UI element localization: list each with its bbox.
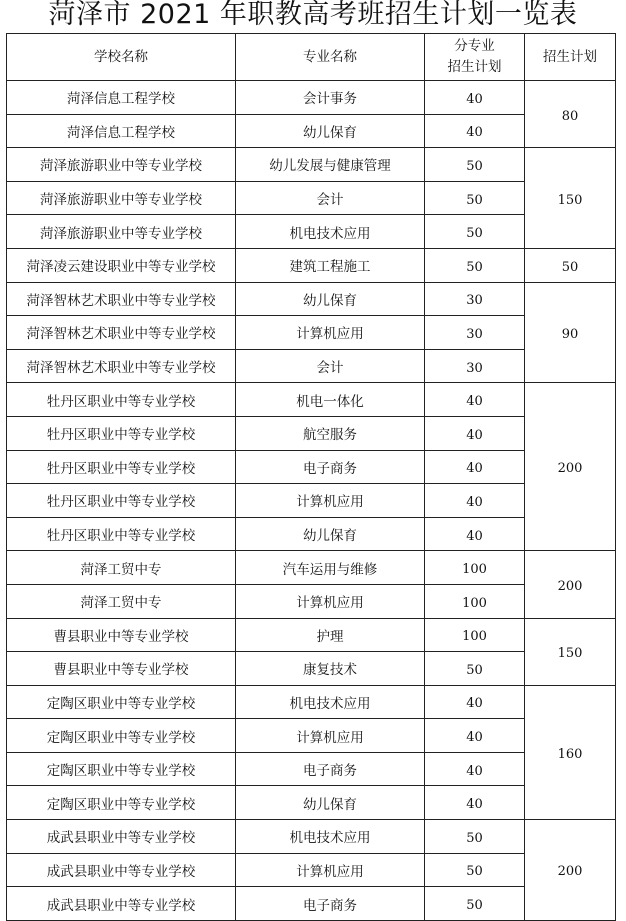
table-row	[7, 450, 616, 484]
major-name-cell: 计算机应用	[236, 584, 425, 618]
table-row	[7, 719, 616, 753]
header-total-plan: 招生计划	[525, 34, 616, 81]
school-name-cell: 成武县职业中等专业学校	[7, 887, 236, 921]
table-row	[7, 584, 616, 618]
table-row	[7, 685, 616, 719]
table-row	[7, 282, 616, 316]
header-major: 专业名称	[236, 34, 425, 81]
school-name-cell: 菏泽旅游职业中等专业学校	[7, 148, 236, 182]
table-row	[7, 349, 616, 383]
table-body	[7, 81, 616, 921]
header-major-plan	[425, 34, 525, 81]
table-row	[7, 551, 616, 585]
total-plan-cell: 50	[525, 248, 616, 282]
table-row	[7, 517, 616, 551]
major-plan-cell: 40	[425, 114, 525, 148]
total-plan-cell: 200	[525, 383, 616, 551]
school-name-cell: 菏泽信息工程学校	[7, 81, 236, 115]
major-name-cell: 护理	[236, 618, 425, 652]
major-name-cell: 机电技术应用	[236, 215, 425, 249]
school-name-cell: 菏泽信息工程学校	[7, 114, 236, 148]
total-plan-cell: 160	[525, 685, 616, 819]
enrollment-table	[6, 33, 616, 921]
school-name-cell: 定陶区职业中等专业学校	[7, 719, 236, 753]
major-name-cell: 会计	[236, 181, 425, 215]
major-plan-cell: 40	[425, 517, 525, 551]
table-row	[7, 853, 616, 887]
table-row	[7, 248, 616, 282]
school-name-cell: 菏泽工贸中专	[7, 551, 236, 585]
total-plan-cell: 200	[525, 551, 616, 618]
page-title: 菏泽市 2021 年职教高考班招生计划一览表	[48, 0, 578, 30]
total-plan-cell: 200	[525, 820, 616, 921]
major-plan-cell: 40	[425, 416, 525, 450]
table-row	[7, 786, 616, 820]
table-row	[7, 652, 616, 686]
header-major-plan-line2: 招生计划	[447, 59, 502, 75]
school-name-cell: 定陶区职业中等专业学校	[7, 786, 236, 820]
major-plan-cell: 50	[425, 148, 525, 182]
major-name-cell: 航空服务	[236, 416, 425, 450]
major-plan-cell: 50	[425, 248, 525, 282]
table-row	[7, 114, 616, 148]
major-name-cell: 电子商务	[236, 450, 425, 484]
major-plan-cell: 100	[425, 551, 525, 585]
major-plan-cell: 30	[425, 349, 525, 383]
total-plan-cell: 80	[525, 81, 616, 148]
school-name-cell: 菏泽智林艺术职业中等专业学校	[7, 349, 236, 383]
table-row	[7, 383, 616, 417]
major-plan-cell: 40	[425, 383, 525, 417]
major-name-cell: 幼儿保育	[236, 114, 425, 148]
major-plan-cell: 50	[425, 181, 525, 215]
major-name-cell: 机电一体化	[236, 383, 425, 417]
table-row	[7, 81, 616, 115]
school-name-cell: 曹县职业中等专业学校	[7, 652, 236, 686]
school-name-cell: 成武县职业中等专业学校	[7, 853, 236, 887]
school-name-cell: 牡丹区职业中等专业学校	[7, 383, 236, 417]
major-plan-cell: 50	[425, 652, 525, 686]
major-plan-cell: 40	[425, 719, 525, 753]
school-name-cell: 菏泽智林艺术职业中等专业学校	[7, 282, 236, 316]
school-name-cell: 菏泽工贸中专	[7, 584, 236, 618]
table-row	[7, 148, 616, 182]
school-name-cell: 牡丹区职业中等专业学校	[7, 517, 236, 551]
school-name-cell: 曹县职业中等专业学校	[7, 618, 236, 652]
major-plan-cell: 30	[425, 316, 525, 350]
table-row	[7, 618, 616, 652]
major-name-cell: 汽车运用与维修	[236, 551, 425, 585]
major-name-cell: 计算机应用	[236, 484, 425, 518]
major-name-cell: 康复技术	[236, 652, 425, 686]
school-name-cell: 菏泽旅游职业中等专业学校	[7, 215, 236, 249]
major-name-cell: 计算机应用	[236, 853, 425, 887]
major-plan-cell: 40	[425, 685, 525, 719]
school-name-cell: 牡丹区职业中等专业学校	[7, 450, 236, 484]
table-row	[7, 887, 616, 921]
total-plan-cell: 150	[525, 618, 616, 685]
major-plan-cell: 50	[425, 820, 525, 854]
table-row	[7, 416, 616, 450]
table-row	[7, 820, 616, 854]
major-name-cell: 幼儿保育	[236, 517, 425, 551]
major-name-cell: 幼儿发展与健康管理	[236, 148, 425, 182]
total-plan-cell: 90	[525, 282, 616, 383]
school-name-cell: 菏泽旅游职业中等专业学校	[7, 181, 236, 215]
major-name-cell: 会计事务	[236, 81, 425, 115]
table-row	[7, 316, 616, 350]
school-name-cell: 菏泽凌云建设职业中等专业学校	[7, 248, 236, 282]
school-name-cell: 定陶区职业中等专业学校	[7, 685, 236, 719]
total-plan-cell: 150	[525, 148, 616, 249]
major-name-cell: 计算机应用	[236, 316, 425, 350]
major-plan-cell: 40	[425, 786, 525, 820]
table-row	[7, 484, 616, 518]
header-school: 学校名称	[7, 34, 236, 81]
major-name-cell: 电子商务	[236, 887, 425, 921]
major-name-cell: 建筑工程施工	[236, 248, 425, 282]
major-name-cell: 幼儿保育	[236, 282, 425, 316]
table-row	[7, 181, 616, 215]
major-name-cell: 会计	[236, 349, 425, 383]
table-header-row	[7, 34, 616, 81]
major-plan-cell: 40	[425, 484, 525, 518]
major-plan-cell: 40	[425, 450, 525, 484]
major-name-cell: 机电技术应用	[236, 820, 425, 854]
major-name-cell: 计算机应用	[236, 719, 425, 753]
major-plan-cell: 100	[425, 618, 525, 652]
major-name-cell: 幼儿保育	[236, 786, 425, 820]
major-name-cell: 机电技术应用	[236, 685, 425, 719]
table-row	[7, 752, 616, 786]
school-name-cell: 牡丹区职业中等专业学校	[7, 484, 236, 518]
major-plan-cell: 100	[425, 584, 525, 618]
header-major-plan-line1: 分专业	[454, 38, 495, 54]
school-name-cell: 成武县职业中等专业学校	[7, 820, 236, 854]
major-plan-cell: 50	[425, 215, 525, 249]
school-name-cell: 牡丹区职业中等专业学校	[7, 416, 236, 450]
major-plan-cell: 40	[425, 81, 525, 115]
major-name-cell: 电子商务	[236, 752, 425, 786]
school-name-cell: 定陶区职业中等专业学校	[7, 752, 236, 786]
major-plan-cell: 50	[425, 853, 525, 887]
major-plan-cell: 50	[425, 887, 525, 921]
table-row	[7, 215, 616, 249]
major-plan-cell: 40	[425, 752, 525, 786]
major-plan-cell: 30	[425, 282, 525, 316]
school-name-cell: 菏泽智林艺术职业中等专业学校	[7, 316, 236, 350]
